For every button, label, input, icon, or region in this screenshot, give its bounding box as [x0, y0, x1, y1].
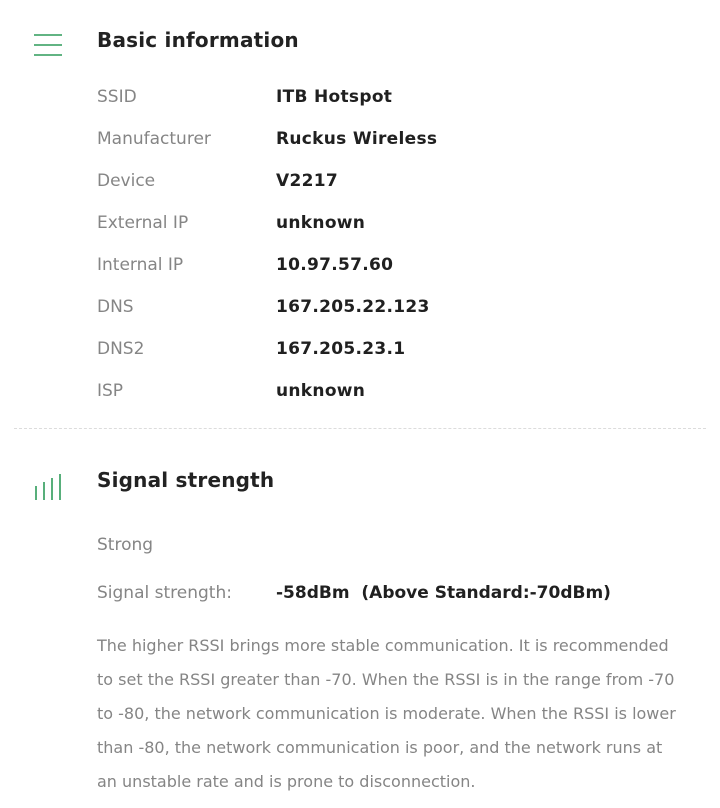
- info-value: ITB Hotspot: [276, 87, 393, 107]
- info-value: Ruckus Wireless: [276, 129, 438, 149]
- info-label: External IP: [97, 213, 189, 233]
- info-label: Internal IP: [97, 255, 184, 275]
- signal-strength-section: [0, 462, 720, 506]
- info-value: 10.97.57.60: [276, 255, 394, 275]
- rssi-description: The higher RSSI brings more stable communication. It is recommended to set the RSSI greater than -70. When the RSSI is in the range from -70 to -80, the network communication is moderate. When the RSSI is lower than -80, the network communication is poor, and the network runs at an unstable rate and is prone to disconnection.: [97, 636, 676, 791]
- info-value: V2217: [276, 171, 338, 191]
- info-row-dns2: [0, 329, 720, 371]
- signal-strength-header: [0, 462, 720, 506]
- signal-strength-label: Signal strength:: [97, 583, 232, 603]
- info-row-ssid: [0, 77, 720, 119]
- info-row-internal-ip: [0, 245, 720, 287]
- info-row-dns: [0, 287, 720, 329]
- info-value: unknown: [276, 381, 366, 401]
- info-row-device: [0, 161, 720, 203]
- info-row-external-ip: [0, 203, 720, 245]
- basic-information-header: [0, 22, 720, 66]
- info-label: Manufacturer: [97, 129, 211, 149]
- info-value: unknown: [276, 213, 366, 233]
- info-label: DNS: [97, 297, 134, 317]
- info-value: 167.205.22.123: [276, 297, 430, 317]
- basic-information-title: Basic information: [97, 28, 299, 52]
- section-divider: [14, 428, 706, 429]
- info-label: Device: [97, 171, 156, 191]
- info-value: 167.205.23.1: [276, 339, 406, 359]
- info-label: DNS2: [97, 339, 145, 359]
- signal-bars-icon: [34, 470, 62, 500]
- info-label: SSID: [97, 87, 137, 107]
- signal-strength-title: Signal strength: [97, 468, 275, 492]
- menu-lines-icon: [34, 30, 62, 60]
- basic-information-section: [0, 22, 720, 66]
- info-row-isp: [0, 371, 720, 413]
- info-row-manufacturer: [0, 119, 720, 161]
- signal-strength-value: -58dBm (Above Standard:-70dBm): [276, 583, 611, 603]
- signal-status-text: Strong: [97, 535, 154, 555]
- info-label: ISP: [97, 381, 124, 401]
